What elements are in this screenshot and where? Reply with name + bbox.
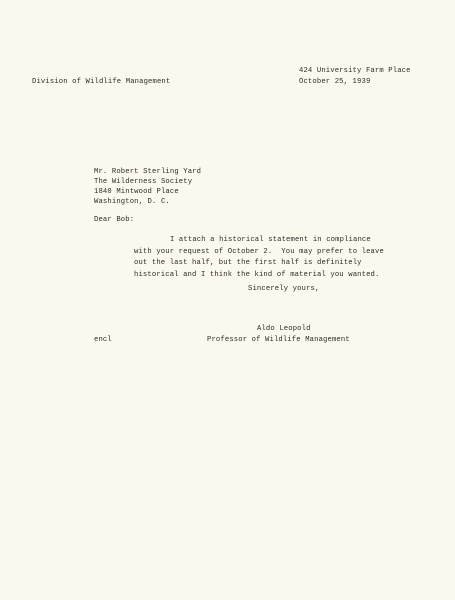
signature-name: Aldo Leopold [257, 325, 311, 333]
recipient-line: Washington, D. C. [94, 198, 170, 206]
salutation: Dear Bob: [94, 216, 135, 224]
recipient-address [94, 167, 201, 207]
letter-body [134, 235, 384, 281]
recipient-line: Mr. Robert Sterling Yard [94, 168, 202, 176]
letter-date: October 25, 1939 [299, 78, 371, 86]
body-line: I attach a historical statement in compliance [170, 236, 371, 244]
recipient-line: 1840 Mintwood Place [94, 188, 179, 196]
recipient-line: The Wilderness Society [94, 178, 193, 186]
closing: Sincerely yours, [248, 285, 320, 293]
enclosure-note: encl [94, 336, 112, 344]
body-line: with your request of October 2. You may prefer to leave [134, 247, 384, 256]
body-line: out the last half, but the first half is definitely [134, 259, 362, 267]
signature-title: Professor of Wildlife Management [207, 336, 350, 344]
body-line: historical and I think the kind of material you wanted. [134, 270, 380, 279]
department-heading: Division of Wildlife Management [32, 78, 171, 86]
sender-address: 424 University Farm Place [299, 67, 411, 75]
